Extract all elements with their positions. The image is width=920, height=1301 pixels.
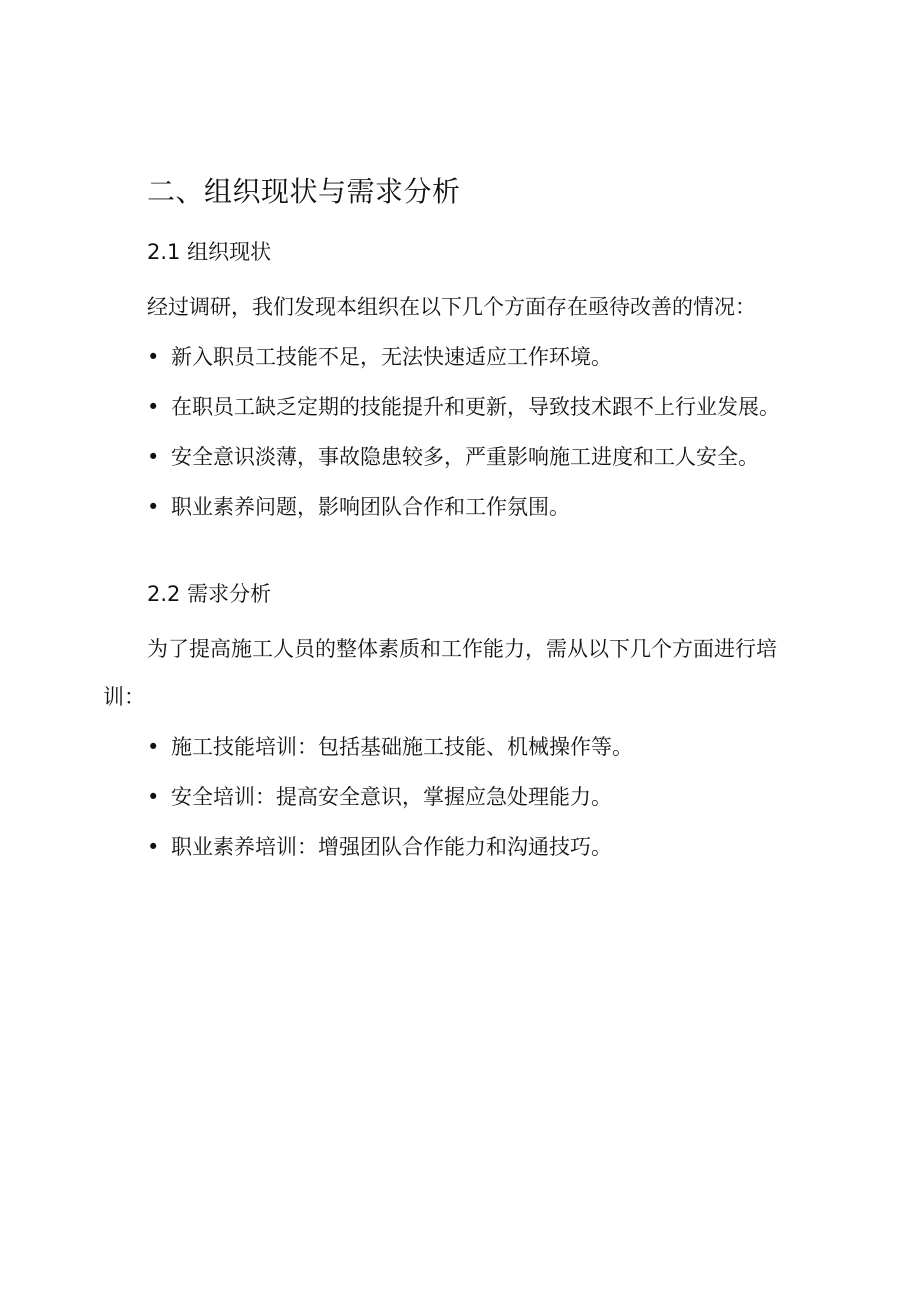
list-item-text: 职业素养问题，影响团队合作和工作氛围。: [171, 495, 570, 519]
list-item: [103, 773, 783, 821]
main-heading: 二、组织现状与需求分析: [147, 175, 461, 208]
document-content: [103, 172, 803, 873]
list-item-text: 安全培训：提高安全意识，掌握应急处理能力。: [171, 785, 612, 809]
list-item: [103, 483, 783, 531]
bullet-icon: •: [147, 835, 160, 859]
section-title-2-2: 2.2 需求分析: [147, 582, 272, 606]
list-item-text: 施工技能培训：包括基础施工技能、机械操作等。: [171, 735, 633, 759]
list-item-text: 新入职员工技能不足，无法快速适应工作环境。: [171, 345, 612, 369]
section-title-2-1: 2.1 组织现状: [147, 240, 272, 264]
list-item: [103, 723, 783, 771]
bullet-icon: •: [147, 495, 160, 519]
bullet-icon: •: [147, 445, 160, 469]
list-item-text: 职业素养培训：增强团队合作能力和沟通技巧。: [171, 835, 612, 859]
section-intro-2-2: 为了提高施工人员的整体素质和工作能力，需从以下几个方面进行培训：: [103, 637, 777, 709]
list-item: [103, 383, 783, 431]
bullet-icon: •: [147, 735, 160, 759]
section-spacer: [103, 533, 803, 579]
list-item: [103, 333, 783, 381]
section-intro-2-1: 经过调研，我们发现本组织在以下几个方面存在亟待改善的情况：: [147, 295, 756, 319]
list-item: [103, 433, 783, 481]
bullet-icon: •: [147, 345, 160, 369]
needs-list: [103, 723, 803, 871]
bullet-icon: •: [147, 785, 160, 809]
status-list: [103, 333, 803, 531]
bullet-icon: •: [147, 395, 160, 419]
list-item-text: 在职员工缺乏定期的技能提升和更新，导致技术跟不上行业发展。: [171, 395, 780, 419]
list-item-text: 安全意识淡薄，事故隐患较多，严重影响施工进度和工人安全。: [171, 445, 759, 469]
list-item: [103, 823, 783, 871]
